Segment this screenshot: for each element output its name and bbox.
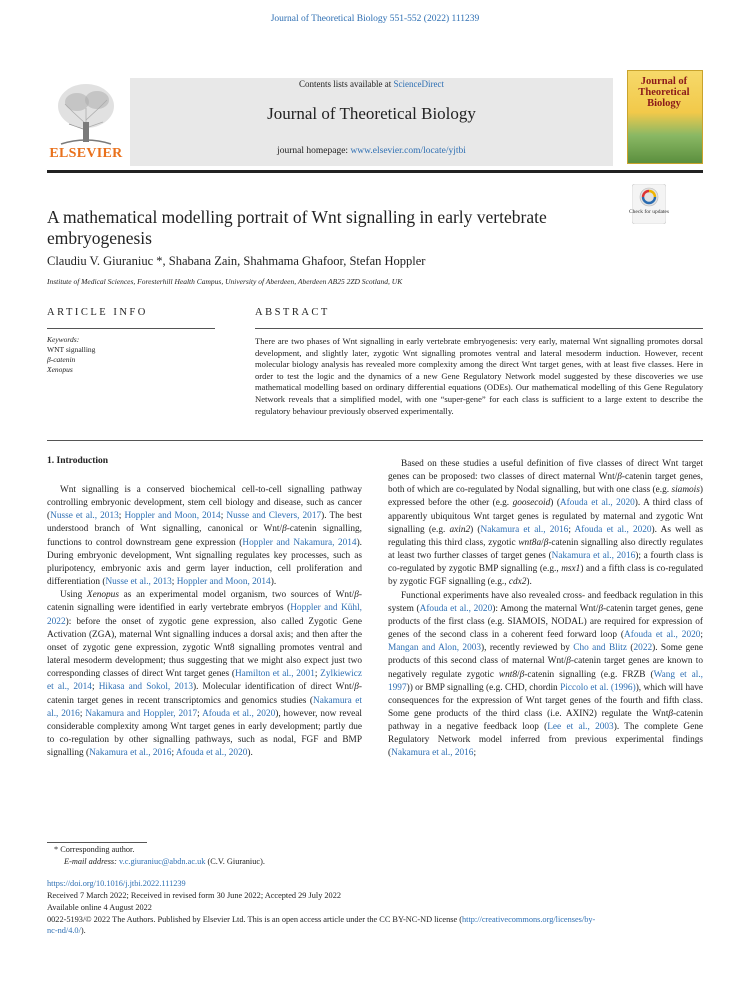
intro-left-column: Wnt signalling is a conserved biochemical cell-to-cell signalling pathway controlling embryonic development, stem cell biology and disease, such as cancer (Nusse et al., 2013; Hoppler and Moon, 2014; Nusse and Clevers, 2017). The best understood branch of Wnt signalling, canonical or Wnt/β-catenin signalling, functions to control downstream gene expression (Hoppler and Nakamura, 2014). During embryonic development, Wnt signalling regulates key processes, such as pluripotency, embryonic axis and germ layer induction, cell proliferation and differentiation (Nusse et al., 2013; Hoppler and Moon, 2014). Using Xenopus as an experimental model organism, two sources of Wnt/β-catenin signalling were identified in early vertebrate embryos (Hoppler and Kühl, 2022): before the onset of zygotic gene expression, also called Zygotic Gene Activation (ZGA), maternal Wnt signalling induces a dorsal axis; and then after the onset of zygotic gene expression, zygotic Wnt8 signalling promotes ventral and lateral mesoderm development; thus suggesting that we might also expect just two corresponding classes of direct Wnt target genes (Hamilton et al., 2001; Zylkiewicz et al., 2014; Hikasa and Sokol, 2013). Molecular identification of direct Wnt/β-catenin target genes in recent transcriptomics and genomics studies (Nakamura et al., 2016; Nakamura and Hoppler, 2017; Afouda et al., 2020), however, now reveal considerable complexity among Wnt target genes in early development; partly due to co-regulation by other signalling pathways, such as nodal, FGF and BMP signalling (Nakamura et al., 2016; Afouda et al., 2020). [47, 485, 363, 759]
intro-right-column: Based on these studies a useful definition of five classes of direct Wnt target genes can be proposed: two classes of direct maternal Wnt/β-catenin target genes, both of which are co-regulated by Nodal signalling, but with one class (e.g. siamois) expressed before the other (e.g. goosecoid) (Afouda et al., 2020). A third class of apparently ubiquitous Wnt target genes is regulated by maternal and zygotic Wnt signalling (e.g. axin2) (Nakamura et al., 2016; Afouda et al., 2020). As well as regulating this third class, zygotic wnt8a/β-catenin signalling also directly regulates at least two further classes of target genes (Nakamura et al., 2016); a fourth class is co-regulated by zygotic BMP signalling (e.g., msx1) and a fifth class is co-regulated by zygotic FGF signalling (e.g., cdx2). Functional experiments have also revealed cross- and feedback regulation in this system (Afouda et al., 2020): Among the maternal Wnt/β-catenin target genes, gene products of the first class (e.g. SIAMOIS, NODAL) are required for expression of genes of the second class in a coherent feed forward loop (Afouda et al., 2020; Mangan and Alon, 2003), recently reviewed by Cho and Blitz (2022). Some gene products of this second class of maternal Wnt/β-catenin target genes are known to negatively regulate zygotic wnt8/β-catenin signalling (e.g. FRZB (Wang et al., 1997)) or BMP signalling (e.g. CHD, chordin Piccolo et al. (1996)), which will have consequences for the expression of Wnt target genes of the fourth and fifth class. Some gene products of the third class (i.e. AXIN2) regulate the Wntβ-catenin pathway in a negative feedback loop (Lee et al., 2003). The complete Gene Regulatory Network model inferred from previous experimental findings (Nakamura et al., 2016; [388, 459, 704, 759]
email-note: E-mail address: v.c.giuraniuc@abdn.ac.uk (C.V. Giuraniuc). [64, 857, 265, 866]
affiliation: Institute of Medical Sciences, Foresterhill Health Campus, University of Aberdeen, Aberdeen AB25 2ZD Scotland, UK [47, 277, 403, 286]
license-link-cont[interactable]: nc-nd/4.0/ [47, 926, 81, 936]
journal-citation[interactable]: Journal of Theoretical Biology 551-552 (2022) 111239 [270, 14, 480, 24]
license-link[interactable]: http://creativecommons.org/licenses/by- [462, 915, 596, 924]
body-rule [47, 440, 703, 441]
corresponding-note: * Corresponding author. [54, 845, 135, 854]
keyword-item: WNT signalling [47, 345, 96, 354]
article-info-heading: ARTICLE INFO [47, 307, 148, 318]
keyword-item: β-catenin [47, 355, 76, 364]
cover-title: Journal of Theoretical Biology [638, 76, 690, 109]
intro-heading: 1. Introduction [47, 456, 109, 466]
abstract-text: There are two phases of Wnt signalling in early vertebrate embryogenesis: very early, maternal Wnt signalling promotes dorsal development, and slightly later, zygotic Wnt signalling promotes ventral and lateral mesoderm induction. However, recent molecular biology analysis has revealed more complexity among the direct Wnt target genes, with at least five classes. Here in order to test the logic and the dynamics of a new Gene Regulatory Network model suggested by these discoveries we use mathematical modelling based on ordinary differential equations (ODEs). Our mathematical modelling of this Gene Regulatory Network reveals that a simplified model, with one “super-gene” for each class is sufficient to a large extent to describe the regulatory behaviour previously observed experimentally. [255, 336, 703, 416]
doi-link[interactable]: https://doi.org/10.1016/j.jtbi.2022.111239 [47, 879, 186, 888]
abstract-heading: ABSTRACT [255, 307, 330, 318]
received-line: Received 7 March 2022; Received in revised form 30 June 2022; Accepted 29 July 2022 [47, 891, 342, 900]
license-line: 0022-5193/© 2022 The Authors. Published by Elsevier Ltd. This is an open access article under the CC BY-NC-ND license (http://creativecommons.org/licenses/by- nc-nd/4.0/). [47, 915, 596, 936]
homepage-line: journal homepage: www.elsevier.com/locate/yjtbi [277, 146, 466, 156]
doi-line [47, 878, 186, 889]
article-info-rule [47, 328, 215, 329]
sciencedirect-link[interactable]: ScienceDirect [393, 79, 444, 89]
abstract-rule [255, 328, 703, 329]
elsevier-wordmark: ELSEVIER [49, 146, 123, 161]
email-link[interactable]: v.c.giuraniuc@abdn.ac.uk [119, 857, 206, 866]
contents-line: Contents lists available at ScienceDirect [299, 79, 444, 89]
check-for-updates-label: Check for updates [628, 209, 669, 215]
footnote-rule [47, 842, 147, 843]
online-line: Available online 4 August 2022 [47, 903, 152, 912]
journal-name: Journal of Theoretical Biology [267, 104, 476, 123]
author-list: Claudiu V. Giuraniuc *, Shabana Zain, Shahmama Ghafoor, Stefan Hoppler [47, 254, 426, 268]
homepage-link[interactable]: www.elsevier.com/locate/yjtbi [350, 146, 466, 156]
keyword-item: Xenopus [47, 365, 73, 374]
check-for-updates-icon[interactable] [632, 184, 666, 224]
header-rule [47, 170, 703, 173]
article-title: A mathematical modelling portrait of Wnt signalling in early vertebrate embryogenesis [47, 207, 547, 248]
keywords-label: Keywords: [47, 335, 80, 344]
